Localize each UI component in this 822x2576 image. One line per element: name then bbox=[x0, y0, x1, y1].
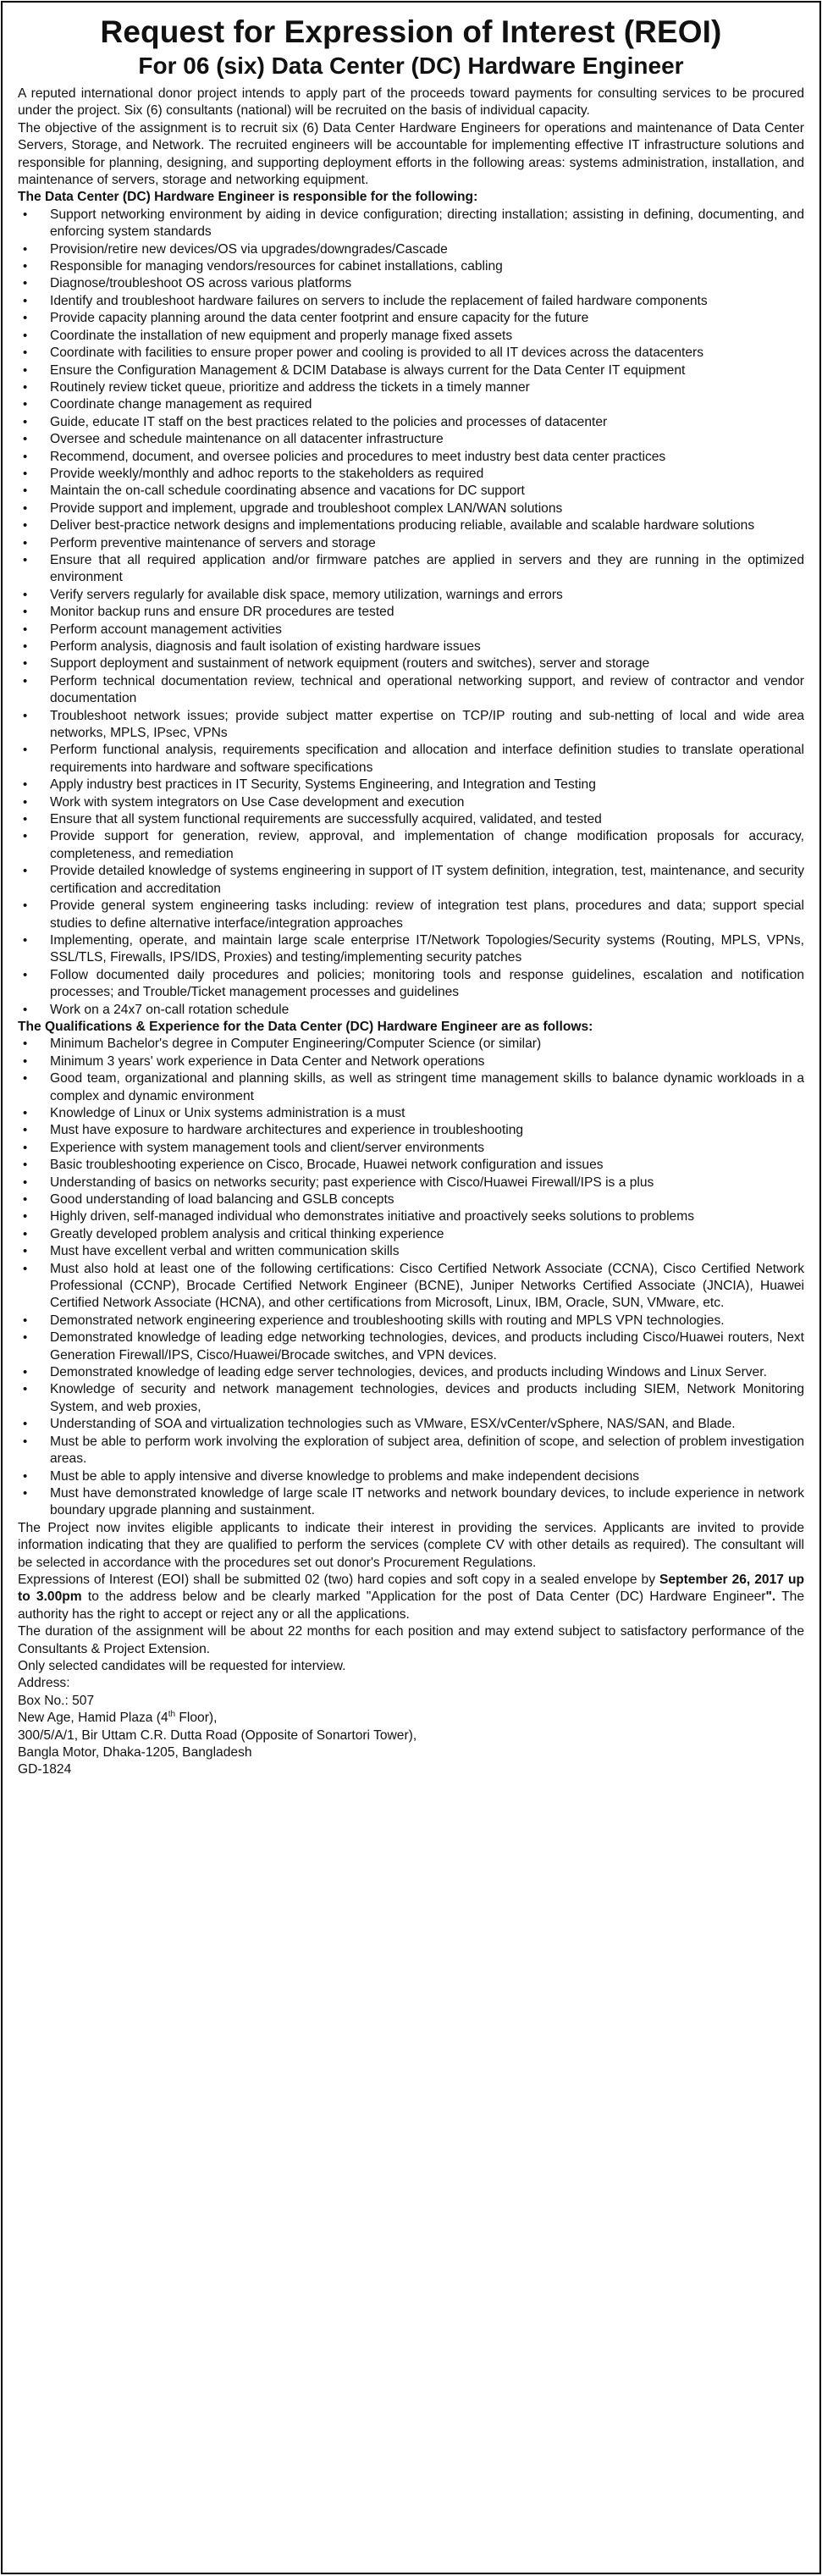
responsibility-item: • Diagnose/troubleshoot OS across various platforms bbox=[18, 275, 804, 292]
submission-text-2: to the address below and be clearly marked "Application for the post of Data Center (DC) Hardware Engineer bbox=[81, 1589, 766, 1605]
shortlist-note: Only selected candidates will be requested for interview. bbox=[18, 1658, 346, 1673]
qualification-item: • Must have demonstrated knowledge of large scale IT networks and network boundary devices, to include experience in network boundary upgrade planning and sustainment. bbox=[18, 1485, 804, 1520]
responsibility-item: • Provision/retire new devices/OS via upgrades/downgrades/Cascade bbox=[18, 241, 804, 258]
responsibility-item: • Work with system integrators on Use Case development and execution bbox=[18, 794, 804, 811]
qualification-item: • Must also hold at least one of the following certifications: Cisco Certified Network Associate (CCNA), Cisco Certified Network Professional (CCNP), Brocade Certified Network Engineer (BCNE), Juniper Networks Certified Associate (JNCIA), Huawei Certified Network Associate (HCNA), and other certifications from Microsoft, Linux, IBM, Oracle, SUN, VMware, etc. bbox=[18, 1261, 804, 1313]
qualification-item: • Knowledge of security and network management technologies, devices and products including SIEM, Network Monitoring System, and web proxies, bbox=[18, 1381, 804, 1416]
qualification-item: • Minimum Bachelor's degree in Computer Engineering/Computer Science (or similar) bbox=[18, 1036, 804, 1053]
intro-paragraph: A reputed international donor project intends to apply part of the proceeds toward payments for consulting services to be procured under the project. Six (6) consultants (national) will be recruited on the basis of individual capacity. bbox=[18, 86, 804, 119]
responsibility-item: • Ensure that all required application and/or firmware patches are applied in servers and they are running in the optimized environment bbox=[18, 552, 804, 587]
qualifications-list bbox=[18, 1036, 804, 1519]
qualification-item: • Must be able to perform work involving the exploration of subject area, definition of scope, and selection of problem investigation areas. bbox=[18, 1434, 804, 1468]
qualification-item: • Good understanding of load balancing and GSLB concepts bbox=[18, 1191, 804, 1208]
submission-quote-close: ". bbox=[765, 1589, 776, 1605]
qualification-item: • Good team, organizational and planning skills, as well as stringent time management skills to balance dynamic workloads in a complex and dynamic environment bbox=[18, 1070, 804, 1105]
responsibility-item: • Provide weekly/monthly and adhoc reports to the stakeholders as required bbox=[18, 466, 804, 483]
submission-text-3: The authority has the right to accept or reject any or all the applications. bbox=[18, 1589, 805, 1622]
responsibility-item: • Follow documented daily procedures and policies; monitoring tools and response guidelines, escalation and notification processes; and Trouble/Ticket management processes and guidelines bbox=[18, 967, 804, 1002]
duration-paragraph: The duration of the assignment will be about 22 months for each position and may extend subject to satisfactory performance of the Consultants & Project Extension. bbox=[18, 1624, 804, 1656]
responsibility-item: • Provide capacity planning around the data center footprint and ensure capacity for the future bbox=[18, 310, 804, 327]
responsibility-item: • Recommend, document, and oversee policies and procedures to meet industry best data center practices bbox=[18, 449, 804, 466]
responsibilities-heading: The Data Center (DC) Hardware Engineer is responsible for the following: bbox=[18, 190, 478, 205]
responsibility-item: • Perform functional analysis, requirements specification and allocation and interface definition studies to translate operational requirements into hardware and software specifications bbox=[18, 742, 804, 777]
qualification-item: • Must have exposure to hardware architectures and experience in troubleshooting bbox=[18, 1122, 804, 1139]
submission-deadline: September 26, 2017 up to 3.00pm bbox=[18, 1572, 804, 1605]
qualification-item: • Understanding of basics on networks security; past experience with Cisco/Huawei Firewall/IPS is a plus bbox=[18, 1175, 804, 1191]
address-line-3: Bangla Motor, Dhaka-1205, Bangladesh bbox=[18, 1745, 252, 1760]
qualification-item: • Demonstrated knowledge of leading edge server technologies, devices, and products including Windows and Linux Server. bbox=[18, 1364, 804, 1381]
qualification-item: • Demonstrated knowledge of leading edge networking technologies, devices, and products including Cisco/Huawei routers, Next Generation Firewall/IPS, Cisco/Huawei/Brocade switches, and VPN devices. bbox=[18, 1329, 804, 1364]
page-subtitle: For 06 (six) Data Center (DC) Hardware Engineer bbox=[138, 53, 684, 79]
responsibility-item: • Perform preventive maintenance of servers and storage bbox=[18, 535, 804, 552]
responsibility-item: • Provide general system engineering tasks including: review of integration test plans, procedures and data; support special studies to define alternative interface/integration approaches bbox=[18, 898, 804, 932]
qualifications-heading: The Qualifications & Experience for the Data Center (DC) Hardware Engineer are as follows: bbox=[18, 1019, 593, 1034]
responsibility-item: • Ensure the Configuration Management & DCIM Database is always current for the Data Center IT equipment bbox=[18, 362, 804, 379]
address-block bbox=[18, 1675, 804, 1778]
qualification-item: • Must have excellent verbal and written communication skills bbox=[18, 1243, 804, 1260]
reoi-advertisement bbox=[1, 1, 821, 2574]
invitation-paragraph: The Project now invites eligible applicants to indicate their interest in providing the services. Applicants are invited to provide information indicating that they are qualified to perform the services (complete CV with other details as required). The consultant will be selected in accordance with the procedures set out donor's Procurement Regulations. bbox=[18, 1520, 804, 1570]
responsibility-item: • Coordinate the installation of new equipment and properly manage fixed assets bbox=[18, 328, 804, 345]
address-line-2: 300/5/A/1, Bir Uttam C.R. Dutta Road (Opposite of Sonartori Tower), bbox=[18, 1727, 417, 1743]
responsibility-item: • Work on a 24x7 on-call rotation schedule bbox=[18, 1002, 804, 1019]
responsibility-item: • Monitor backup runs and ensure DR procedures are tested bbox=[18, 604, 804, 621]
responsibility-item: • Provide support for generation, review, approval, and implementation of change modification proposals for accuracy, completeness, and remediation bbox=[18, 828, 804, 863]
responsibility-item: • Provide detailed knowledge of systems engineering in support of IT system definition, integration, test, maintenance, and security certification and accreditation bbox=[18, 863, 804, 898]
responsibility-item: • Routinely review ticket queue, prioritize and address the tickets in a timely manner bbox=[18, 379, 804, 396]
qualification-item: • Greatly developed problem analysis and critical thinking experience bbox=[18, 1226, 804, 1243]
address-box: Box No.: 507 bbox=[18, 1693, 95, 1708]
qualification-item: • Highly driven, self-managed individual who demonstrates initiative and proactively seeks solutions to problems bbox=[18, 1208, 804, 1225]
responsibilities-list bbox=[18, 207, 804, 1019]
responsibility-item: • Coordinate with facilities to ensure proper power and cooling is provided to all IT devices across the datacenters bbox=[18, 345, 804, 362]
responsibility-item: • Perform account management activities bbox=[18, 622, 804, 638]
responsibility-item: • Verify servers regularly for available disk space, memory utilization, warnings and errors bbox=[18, 587, 804, 604]
page-title: Request for Expression of Interest (REOI) bbox=[100, 14, 722, 49]
responsibility-item: • Ensure that all system functional requirements are successfully acquired, validated, and tested bbox=[18, 811, 804, 828]
qualification-item: • Understanding of SOA and virtualization technologies such as VMware, ESX/vCenter/vSphere, NAS/SAN, and Blade. bbox=[18, 1416, 804, 1433]
responsibility-item: • Support networking environment by aiding in device configuration; directing installation; assisting in defining, documenting, and enforcing system standards bbox=[18, 207, 804, 241]
submission-text: Expressions of Interest (EOI) shall be submitted 02 (two) hard copies and soft copy in a sealed envelope by bbox=[18, 1572, 659, 1587]
responsibility-item: • Apply industry best practices in IT Security, Systems Engineering, and Integration and Testing bbox=[18, 777, 804, 793]
qualification-item: • Minimum 3 years' work experience in Data Center and Network operations bbox=[18, 1053, 804, 1070]
submission-paragraph bbox=[18, 1572, 804, 1623]
address-line-1: New Age, Hamid Plaza (4th Floor), bbox=[18, 1710, 218, 1726]
responsibility-item: • Maintain the on-call schedule coordinating absence and vacations for DC support bbox=[18, 483, 804, 500]
responsibility-item: • Troubleshoot network issues; provide subject matter expertise on TCP/IP routing and sub-netting of local and wide area networks, MPLS, IPsec, VPNs bbox=[18, 708, 804, 743]
responsibility-item: • Implementing, operate, and maintain large scale enterprise IT/Network Topologies/Security systems (Routing, MPLS, VPNs, SSL/TLS, Firewalls, IPS/IDS, Proxies) and testing/implementing security patches bbox=[18, 932, 804, 967]
responsibility-item: • Provide support and implement, upgrade and troubleshoot complex LAN/WAN solutions bbox=[18, 500, 804, 517]
responsibility-item: • Deliver best-practice network designs and implementations producing reliable, available and scalable hardware solutions bbox=[18, 517, 804, 534]
responsibility-item: • Responsible for managing vendors/resources for cabinet installations, cabling bbox=[18, 258, 804, 275]
responsibility-item: • Coordinate change management as required bbox=[18, 396, 804, 413]
responsibility-item: • Perform analysis, diagnosis and fault isolation of existing hardware issues bbox=[18, 638, 804, 655]
responsibility-item: • Support deployment and sustainment of network equipment (routers and switches), server and storage bbox=[18, 655, 804, 672]
qualification-item: • Basic troubleshooting experience on Cisco, Brocade, Huawei network configuration and issues bbox=[18, 1157, 804, 1174]
qualification-item: • Knowledge of Linux or Unix systems administration is a must bbox=[18, 1105, 804, 1122]
qualification-item: • Demonstrated network engineering experience and troubleshooting skills with routing and MPLS VPN technologies. bbox=[18, 1313, 804, 1329]
responsibility-item: • Perform technical documentation review, technical and operational networking support, and review of contractor and vendor documentation bbox=[18, 673, 804, 708]
qualification-item: • Experience with system management tools and client/server environments bbox=[18, 1140, 804, 1157]
responsibility-item: • Oversee and schedule maintenance on all datacenter infrastructure bbox=[18, 431, 804, 448]
responsibility-item: • Guide, educate IT staff on the best practices related to the policies and processes of datacenter bbox=[18, 414, 804, 431]
responsibility-item: • Identify and troubleshoot hardware failures on servers to include the replacement of failed hardware components bbox=[18, 293, 804, 310]
address-label: Address: bbox=[18, 1676, 70, 1691]
qualification-item: • Must be able to apply intensive and diverse knowledge to problems and make independent decisions bbox=[18, 1468, 804, 1485]
objective-paragraph: The objective of the assignment is to recruit six (6) Data Center Hardware Engineers for operations and maintenance of Data Center Servers, Storage, and Network. The recruited engineers will be accountable for implementing effective IT infrastructure solutions and responsible for planning, designing, and supporting deployment efforts in the following areas: systems administration, installation, and maintenance of servers, storage and networking equipment. bbox=[18, 120, 804, 188]
reference-code: GD-1824 bbox=[18, 1762, 72, 1777]
